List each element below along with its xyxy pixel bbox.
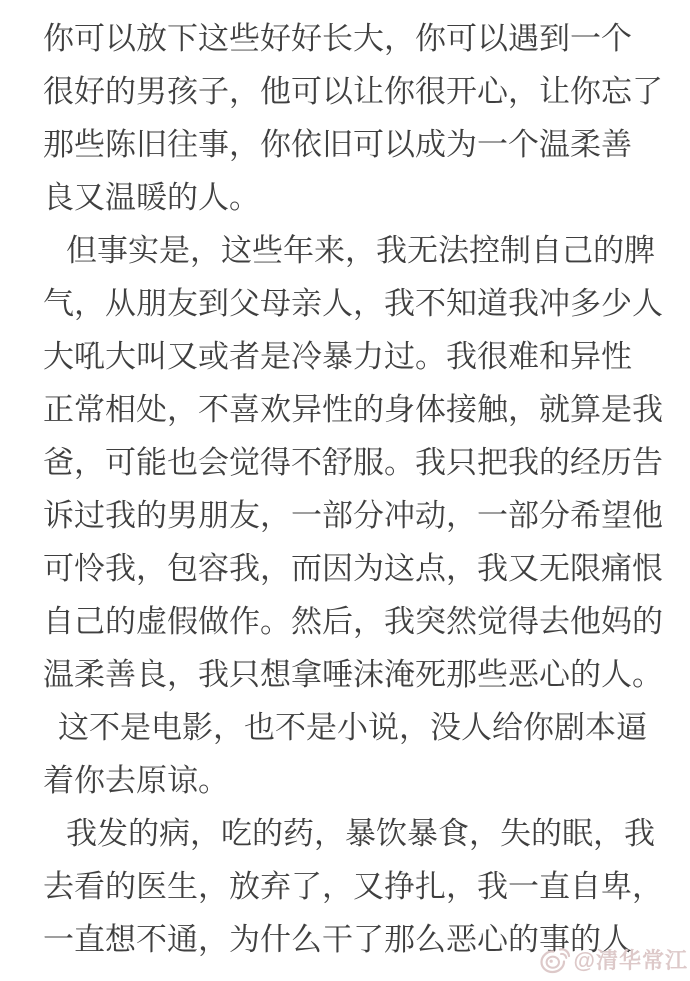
text-line: 那些陈旧往事，你依旧可以成为一个温柔善 — [43, 127, 632, 162]
text-line: 良又温暖的人。 — [43, 180, 260, 215]
text-line: 你可以放下这些好好长大，你可以遇到一个 — [43, 21, 632, 56]
text-line: 温柔善良，我只想拿唾沫淹死那些恶心的人。 — [43, 657, 663, 692]
text-line: 这不是电影，也不是小说，没人给你剧本逼 — [58, 710, 647, 745]
paragraph — [43, 224, 680, 701]
text-line: 去看的医生，放弃了，又挣扎，我一直自卑， — [43, 869, 663, 904]
paragraph — [43, 807, 680, 966]
text-line: 很好的男孩子，他可以让你很开心，让你忘了 — [43, 74, 663, 109]
paragraph — [43, 701, 680, 807]
text-line: 但事实是，这些年来，我无法控制自己的脾 — [66, 233, 655, 268]
text-line: 我发的病，吃的药，暴饮暴食，失的眠，我 — [66, 816, 655, 851]
watermark-handle: @清华常江 — [573, 948, 688, 973]
text-line: 一直想不通，为什么干了那么恶心的事的人 — [43, 922, 632, 957]
text-line: 大吼大叫又或者是冷暴力过。我很难和异性 — [43, 339, 632, 374]
text-line: 气，从朋友到父母亲人，我不知道我冲多少人 — [43, 286, 663, 321]
text-line: 可怜我，包容我，而因为这点，我又无限痛恨 — [43, 551, 663, 586]
text-line: 爸，可能也会觉得不舒服。我只把我的经历告 — [43, 445, 663, 480]
text-line: 着你去原谅。 — [43, 763, 229, 798]
text-body — [43, 12, 680, 966]
text-line: 自己的虚假做作。然后，我突然觉得去他妈的 — [43, 604, 663, 639]
text-line: 诉过我的男朋友，一部分冲动，一部分希望他 — [43, 498, 663, 533]
text-line: 正常相处，不喜欢异性的身体接触，就算是我 — [43, 392, 663, 427]
paragraph — [43, 12, 680, 224]
